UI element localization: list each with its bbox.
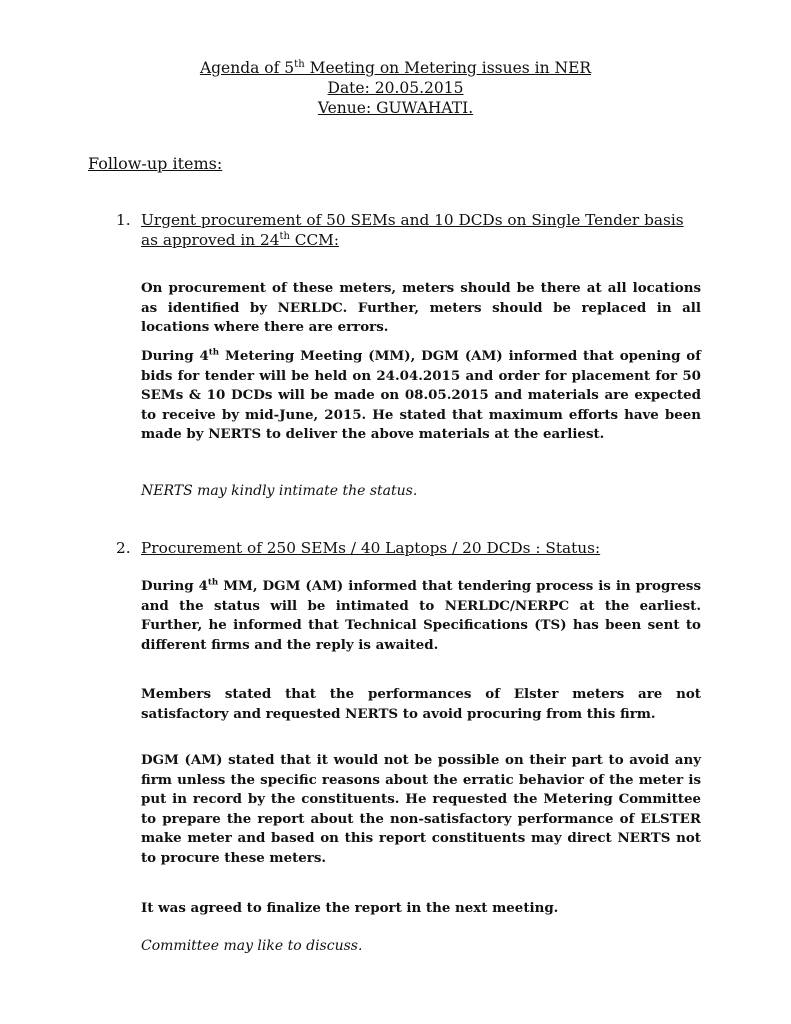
section-title: Follow-up items: bbox=[88, 154, 223, 173]
item-2-paragraph: Members stated that the performances of Elster meters are not satisfactory and requested NERTS to avoid procuring from this firm. bbox=[141, 686, 701, 722]
item-number: 1. bbox=[116, 211, 131, 229]
item-2-heading: 2. Procurement of 250 SEMs / 40 Laptops / 20 DCDs : Status: bbox=[116, 539, 601, 557]
item-2-paragraph: During 4th MM, DGM (AM) informed that tendering process is in progress and the status will be intimated to NERLDC/NERPC at the earliest. Further, he informed that Technical Specifications (TS) has been sent to different firms and the reply is awaited. bbox=[141, 577, 701, 653]
item-1-paragraph: During 4th Metering Meeting (MM), DGM (AM) informed that opening of bids for tender will be held on 24.04.2015 and order for placement for 50 SEMs & 10 DCDs will be made on 08.05.2015 and materials are expected to receive by mid-June, 2015. He stated that maximum efforts have been made by NERTS to deliver the above materials at the earliest. bbox=[141, 347, 701, 443]
meeting-venue: Venue: GUWAHATI. bbox=[317, 99, 474, 117]
item-2-paragraph: It was agreed to finalize the report in the next meeting. bbox=[141, 900, 559, 916]
item-number: 2. bbox=[116, 539, 131, 557]
item-2-note: Committee may like to discuss. bbox=[141, 938, 363, 954]
item-1-heading: 1. Urgent procurement of 50 SEMs and 10 DCDs on Single Tender basis as approved in 24th CCM: bbox=[116, 211, 684, 249]
item-1-note: NERTS may kindly intimate the status. bbox=[141, 483, 418, 499]
meeting-date: Date: 20.05.2015 bbox=[327, 79, 464, 97]
item-2-paragraph: DGM (AM) stated that it would not be possible on their part to avoid any firm unless the specific reasons about the erratic behavior of the meter is put in record by the constituents. He requested the Metering Committee to prepare the report about the non-satisfactory performance of ELSTER make meter and based on this report constituents may direct NERTS not to procure these meters. bbox=[141, 752, 701, 866]
item-1-paragraph: On procurement of these meters, meters should be there at all locations as identified by NERLDC. Further, meters should be replaced in all locations where there are errors. bbox=[141, 280, 701, 336]
document-title: Agenda of 5th Meeting on Metering issues in NER bbox=[199, 58, 592, 77]
